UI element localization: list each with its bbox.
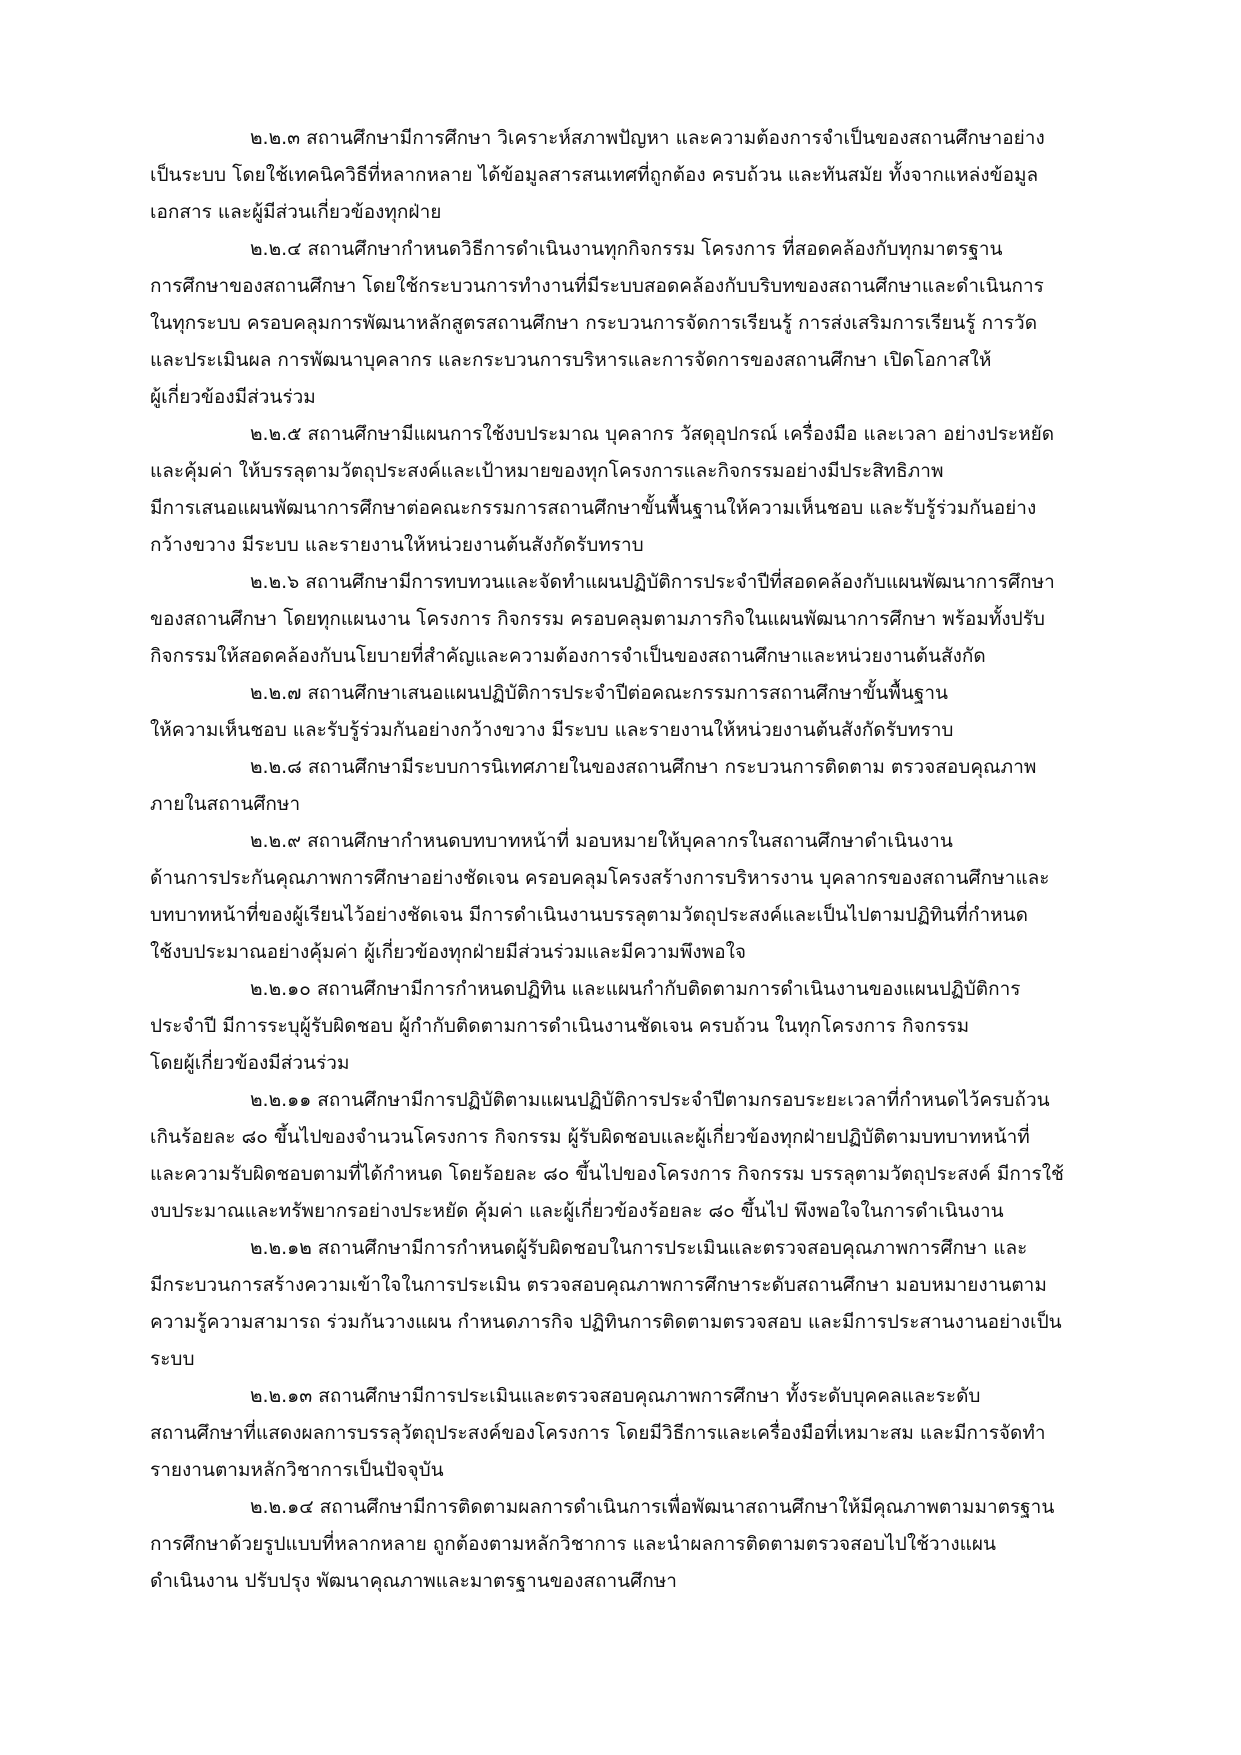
paragraph: [150, 1230, 1140, 1378]
paragraph-line: เกินร้อยละ ๘๐ ขึ้นไปของจำนวนโครงการ กิจกรรม ผู้รับผิดชอบและผู้เกี่ยวข้องทุกฝ่ายปฏิบัติตามบทบาทหน้าที่: [150, 1126, 1030, 1148]
paragraph: [150, 416, 1140, 564]
paragraph-line: ใช้งบประมาณอย่างคุ้มค่า ผู้เกี่ยวข้องทุกฝ่ายมีส่วนร่วมและมีความพึงพอใจ: [150, 941, 747, 963]
paragraph-line: ในทุกระบบ ครอบคลุมการพัฒนาหลักสูตรสถานศึกษา กระบวนการจัดการเรียนรู้ การส่งเสริมการเรียนรู้ การวัด: [150, 312, 1038, 334]
paragraph-line: งบประมาณและทรัพยากรอย่างประหยัด คุ้มค่า และผู้เกี่ยวข้องร้อยละ ๘๐ ขึ้นไป พึงพอใจในการดำเนินงาน: [150, 1200, 1004, 1222]
paragraph: [150, 823, 1140, 971]
paragraph-first-line: ๒.๒.๑๑ สถานศึกษามีการปฏิบัติตามแผนปฏิบัติการประจำปีตามกรอบระยะเวลาที่กำหนดไว้ครบถ้วน: [250, 1089, 1050, 1111]
paragraph-line: เป็นระบบ โดยใช้เทคนิควิธีที่หลากหลาย ได้ข้อมูลสารสนเทศที่ถูกต้อง ครบถ้วน และทันสมัย ทั้งจากแหล่งข้อมูล: [150, 164, 1039, 186]
paragraph-first-line: ๒.๒.๘ สถานศึกษามีระบบการนิเทศภายในของสถานศึกษา กระบวนการติดตาม ตรวจสอบคุณภาพ: [250, 756, 1037, 778]
paragraph-line: รายงานตามหลักวิชาการเป็นปัจจุบัน: [150, 1459, 444, 1481]
paragraph-line: เอกสาร และผู้มีส่วนเกี่ยวข้องทุกฝ่าย: [150, 201, 442, 223]
paragraph-line: กิจกรรมให้สอดคล้องกับนโยบายที่สำคัญและความต้องการจำเป็นของสถานศึกษาและหน่วยงานต้นสังกัด: [150, 645, 986, 667]
paragraph-first-line: ๒.๒.๖ สถานศึกษามีการทบทวนและจัดทำแผนปฏิบัติการประจำปีที่สอดคล้องกับแผนพัฒนาการศึกษา: [250, 571, 1055, 593]
paragraph-line: และความรับผิดชอบตามที่ได้กำหนด โดยร้อยละ ๘๐ ขึ้นไปของโครงการ กิจกรรม บรรลุตามวัตถุประสงค์ มีการใช้: [150, 1163, 1064, 1185]
paragraph-first-line: ๒.๒.๔ สถานศึกษากำหนดวิธีการดำเนินงานทุกกิจกรรม โครงการ ที่สอดคล้องกับทุกมาตรฐาน: [250, 238, 1003, 260]
paragraph: [150, 231, 1140, 416]
paragraph-first-line: ๒.๒.๑๒ สถานศึกษามีการกำหนดผู้รับผิดชอบในการประเมินและตรวจสอบคุณภาพการศึกษา และ: [250, 1237, 1028, 1259]
paragraph: [150, 120, 1140, 231]
paragraph-line: ความรู้ความสามารถ ร่วมกันวางแผน กำหนดภารกิจ ปฏิทินการติดตามตรวจสอบ และมีการประสานงานอย่างเป็น: [150, 1311, 1062, 1333]
paragraph-line: โดยผู้เกี่ยวข้องมีส่วนร่วม: [150, 1052, 350, 1074]
paragraph-line: ดำเนินงาน ปรับปรุง พัฒนาคุณภาพและมาตรฐานของสถานศึกษา: [150, 1570, 677, 1592]
paragraph: [150, 675, 1140, 749]
paragraph-first-line: ๒.๒.๓ สถานศึกษามีการศึกษา วิเคราะห์สภาพปัญหา และความต้องการจำเป็นของสถานศึกษาอย่าง: [250, 127, 1045, 149]
paragraph: [150, 971, 1140, 1082]
paragraph-line: และคุ้มค่า ให้บรรลุตามวัตถุประสงค์และเป้าหมายของทุกโครงการและกิจกรรมอย่างมีประสิทธิภาพ: [150, 460, 944, 482]
paragraph-line: กว้างขวาง มีระบบ และรายงานให้หน่วยงานต้นสังกัดรับทราบ: [150, 534, 644, 556]
paragraph-line: มีกระบวนการสร้างความเข้าใจในการประเมิน ตรวจสอบคุณภาพการศึกษาระดับสถานศึกษา มอบหมายงานตาม: [150, 1274, 1047, 1296]
paragraph-first-line: ๒.๒.๕ สถานศึกษามีแผนการใช้งบประมาณ บุคลากร วัสดุอุปกรณ์ เครื่องมือ และเวลา อย่างประหยัด: [250, 423, 1055, 445]
paragraph-first-line: ๒.๒.๗ สถานศึกษาเสนอแผนปฏิบัติการประจำปีต่อคณะกรรมการสถานศึกษาขั้นพื้นฐาน: [250, 682, 949, 704]
paragraph-first-line: ๒.๒.๑๓ สถานศึกษามีการประเมินและตรวจสอบคุณภาพการศึกษา ทั้งระดับบุคคลและระดับ: [250, 1385, 981, 1407]
paragraph: [150, 1378, 1140, 1489]
paragraph: [150, 1489, 1140, 1600]
paragraph-line: และประเมินผล การพัฒนาบุคลากร และกระบวนการบริหารและการจัดการของสถานศึกษา เปิดโอกาสให้: [150, 349, 992, 371]
paragraph-line: การศึกษาของสถานศึกษา โดยใช้กระบวนการทำงานที่มีระบบสอดคล้องกับบริบทของสถานศึกษาและดำเนินการ: [150, 275, 1044, 297]
paragraph-line: มีการเสนอแผนพัฒนาการศึกษาต่อคณะกรรมการสถานศึกษาขั้นพื้นฐานให้ความเห็นชอบ และรับรู้ร่วมกันอย่าง: [150, 497, 1037, 519]
paragraph-line: ภายในสถานศึกษา: [150, 793, 301, 815]
paragraph-line: ด้านการประกันคุณภาพการศึกษาอย่างชัดเจน ครอบคลุมโครงสร้างการบริหารงาน บุคลากรของสถานศึกษาและ: [150, 867, 1050, 889]
paragraph-line: ประจำปี มีการระบุผู้รับผิดชอบ ผู้กำกับติดตามการดำเนินงานชัดเจน ครบถ้วน ในทุกโครงการ กิจกรรม: [150, 1015, 970, 1037]
paragraph-line: บทบาทหน้าที่ของผู้เรียนไว้อย่างชัดเจน มีการดำเนินงานบรรลุตามวัตถุประสงค์และเป็นไปตามปฏิทินที่กำหนด: [150, 904, 1028, 926]
paragraph-first-line: ๒.๒.๑๐ สถานศึกษามีการกำหนดปฏิทิน และแผนกำกับติดตามการดำเนินงานของแผนปฏิบัติการ: [250, 978, 1021, 1000]
document-body: [150, 120, 1140, 1600]
paragraph: [150, 564, 1140, 675]
paragraph-first-line: ๒.๒.๙ สถานศึกษากำหนดบทบาทหน้าที่ มอบหมายให้บุคลากรในสถานศึกษาดำเนินงาน: [250, 830, 953, 852]
paragraph-line: การศึกษาด้วยรูปแบบที่หลากหลาย ถูกต้องตามหลักวิชาการ และนำผลการติดตามตรวจสอบไปใช้วางแผน: [150, 1533, 996, 1555]
paragraph-line: ผู้เกี่ยวข้องมีส่วนร่วม: [150, 386, 316, 408]
paragraph-line: ให้ความเห็นชอบ และรับรู้ร่วมกันอย่างกว้างขวาง มีระบบ และรายงานให้หน่วยงานต้นสังกัดรับทราบ: [150, 719, 954, 741]
paragraph-first-line: ๒.๒.๑๔ สถานศึกษามีการติดตามผลการดำเนินการเพื่อพัฒนาสถานศึกษาให้มีคุณภาพตามมาตรฐาน: [250, 1496, 1055, 1518]
paragraph: [150, 749, 1140, 823]
paragraph-line: ระบบ: [150, 1348, 195, 1370]
paragraph: [150, 1082, 1140, 1230]
paragraph-line: สถานศึกษาที่แสดงผลการบรรลุวัตถุประสงค์ของโครงการ โดยมีวิธีการและเครื่องมือที่เหมาะสม และมีการจัดทำ: [150, 1422, 1046, 1444]
paragraph-line: ของสถานศึกษา โดยทุกแผนงาน โครงการ กิจกรรม ครอบคลุมตามภารกิจในแผนพัฒนาการศึกษา พร้อมทั้งปรับ: [150, 608, 1045, 630]
